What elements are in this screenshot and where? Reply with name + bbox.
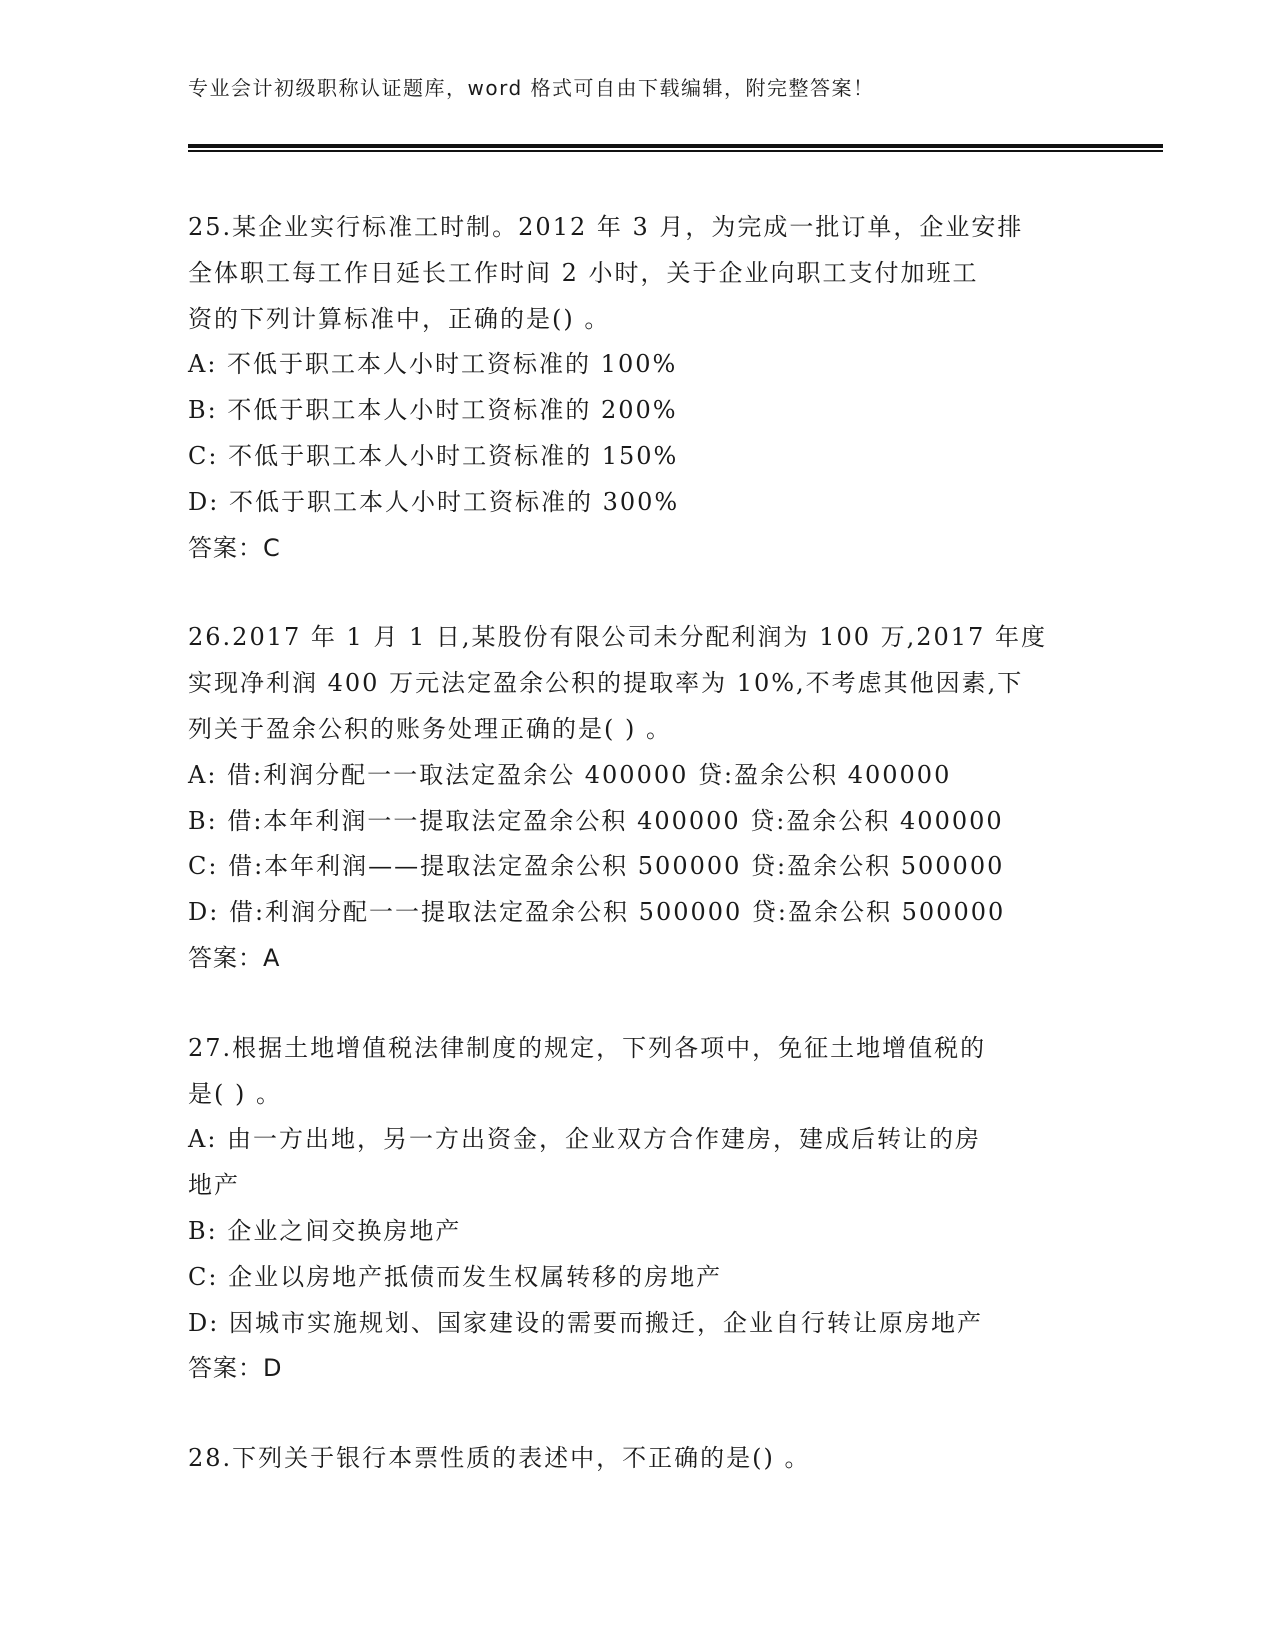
answer-label: 答案：A [188, 943, 281, 972]
question-stem-line: 28.下列关于银行本票性质的表述中，不正确的是() 。 [188, 1444, 811, 1473]
page-header: 专业会计初级职称认证题库，word 格式可自由下载编辑，附完整答案！ [188, 76, 875, 100]
option-a: A: 不低于职工本人小时工资标准的 100% [188, 350, 678, 379]
answer-label: 答案：D [188, 1354, 283, 1383]
question-stem-line: 是( ) 。 [188, 1079, 282, 1108]
option-c: C: 不低于职工本人小时工资标准的 150% [188, 441, 679, 470]
question-28 [188, 1436, 1088, 1482]
option-b: B: 借:本年利润一一提取法定盈余公积 400000 贷:盈余公积 400000 [188, 806, 1004, 835]
option-a-continued: 地产 [188, 1171, 240, 1200]
option-b: B: 不低于职工本人小时工资标准的 200% [188, 396, 678, 425]
question-stem-line: 全体职工每工作日延长工作时间 2 小时，关于企业向职工支付加班工 [188, 258, 979, 287]
option-a: A: 由一方出地，另一方出资金，企业双方合作建房，建成后转让的房 [188, 1125, 982, 1154]
question-stem-line: 实现净利润 400 万元法定盈余公积的提取率为 10%,不考虑其他因素,下 [188, 669, 1024, 698]
question-stem-line: 26.2017 年 1 月 1 日,某股份有限公司未分配利润为 100 万,2017 年度 [188, 623, 1047, 652]
question-stem-line: 列关于盈余公积的账务处理正确的是( ) 。 [188, 714, 672, 743]
question-26 [188, 615, 1088, 981]
question-list [188, 205, 1088, 1526]
option-c: C: 企业以房地产抵债而发生权属转移的房地产 [188, 1262, 723, 1291]
option-b: B: 企业之间交换房地产 [188, 1216, 462, 1245]
header-divider-thick [188, 144, 1163, 148]
option-d: D: 借:利润分配一一提取法定盈余公积 500000 贷:盈余公积 500000 [188, 898, 1006, 927]
question-stem-line: 资的下列计算标准中，正确的是() 。 [188, 304, 611, 333]
option-d: D: 不低于职工本人小时工资标准的 300% [188, 487, 680, 516]
question-25 [188, 205, 1088, 571]
option-c: C: 借:本年利润——提取法定盈余公积 500000 贷:盈余公积 500000 [188, 852, 1005, 881]
answer-label: 答案：C [188, 533, 281, 562]
question-27 [188, 1026, 1088, 1392]
option-a: A: 借:利润分配一一取法定盈余公 400000 贷:盈余公积 400000 [188, 760, 952, 789]
question-stem-line: 27.根据土地增值税法律制度的规定，下列各项中，免征土地增值税的 [188, 1033, 987, 1062]
question-stem-line: 25.某企业实行标准工时制。2012 年 3 月，为完成一批订单，企业安排 [188, 213, 1024, 241]
header-divider-thin [188, 150, 1163, 152]
option-d: D: 因城市实施规划、国家建设的需要而搬迁，企业自行转让原房地产 [188, 1308, 983, 1337]
